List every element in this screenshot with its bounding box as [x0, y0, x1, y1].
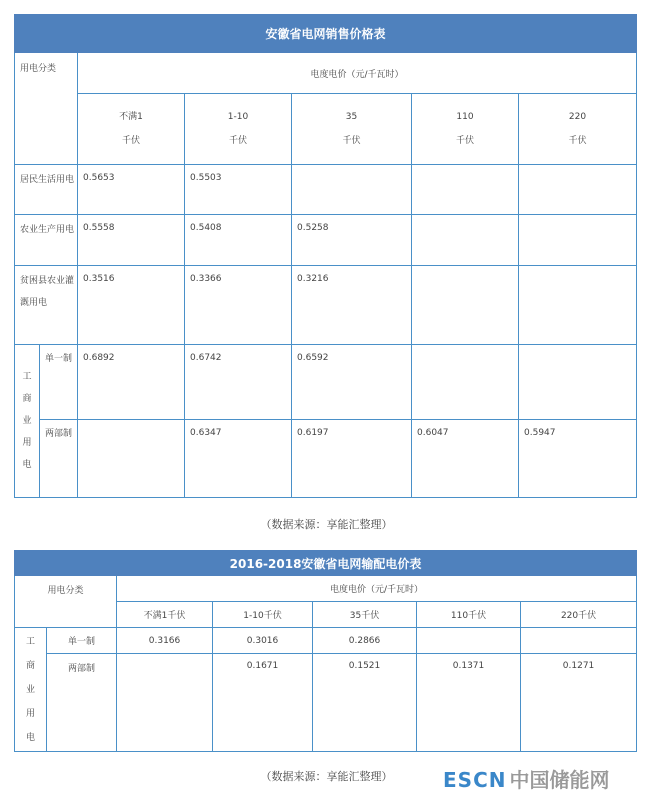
voltage-header-row	[15, 94, 637, 165]
table-row	[15, 215, 637, 266]
voltage-level: 110 千伏	[412, 94, 519, 165]
voltage-level: 不满1 千伏	[78, 94, 185, 165]
two-part-rate-label: 两部制	[47, 654, 117, 752]
table-row	[15, 420, 637, 498]
table-title: 安徽省电网销售价格表	[15, 15, 637, 53]
data-source-note: （数据来源：享能汇整理）	[260, 518, 393, 531]
price-header: 电度电价（元/千瓦时）	[117, 576, 637, 602]
price-header: 电度电价（元/千瓦时）	[78, 53, 637, 94]
price-cell: 0.5558	[78, 215, 185, 266]
sales-price-table	[14, 14, 637, 498]
price-cell: 0.5258	[292, 215, 412, 266]
table-row	[15, 628, 637, 654]
price-cell: 0.6592	[292, 345, 412, 420]
table-row	[15, 165, 637, 215]
voltage-level: 220 千伏	[519, 94, 637, 165]
voltage-level: 不满1千伏	[117, 602, 213, 628]
price-cell	[519, 165, 637, 215]
logo-latin: ESCN	[443, 768, 507, 792]
price-cell	[117, 654, 213, 752]
price-cell: 0.6892	[78, 345, 185, 420]
price-cell: 0.5947	[519, 420, 637, 498]
price-cell: 0.6047	[412, 420, 519, 498]
price-cell: 0.3366	[185, 266, 292, 345]
category-header: 用电分类	[15, 53, 78, 165]
voltage-level: 1-10千伏	[213, 602, 313, 628]
price-cell	[519, 266, 637, 345]
transmission-price-table	[14, 550, 637, 752]
table-row	[15, 345, 637, 420]
price-cell	[412, 266, 519, 345]
price-cell: 0.5408	[185, 215, 292, 266]
price-cell: 0.1671	[213, 654, 313, 752]
price-cell: 0.3166	[117, 628, 213, 654]
row-label: 居民生活用电	[15, 165, 78, 215]
price-cell: 0.1271	[521, 654, 637, 752]
price-cell	[417, 628, 521, 654]
price-cell	[412, 215, 519, 266]
data-source-note: （数据来源：享能汇整理）	[260, 770, 393, 783]
price-cell	[292, 165, 412, 215]
two-part-rate-label: 两部制	[40, 420, 78, 498]
industrial-label: 工 商 业 用 电	[15, 345, 40, 498]
price-cell	[521, 628, 637, 654]
price-cell: 0.6742	[185, 345, 292, 420]
price-cell	[78, 420, 185, 498]
voltage-level: 110千伏	[417, 602, 521, 628]
price-cell: 0.1371	[417, 654, 521, 752]
price-cell: 0.2866	[313, 628, 417, 654]
voltage-level: 1-10 千伏	[185, 94, 292, 165]
single-rate-label: 单一制	[47, 628, 117, 654]
voltage-level: 35千伏	[313, 602, 417, 628]
escn-watermark-logo	[443, 764, 609, 793]
single-rate-label: 单一制	[40, 345, 78, 420]
price-cell: 0.3016	[213, 628, 313, 654]
logo-chinese: 中国储能网	[509, 768, 610, 792]
price-cell: 0.3216	[292, 266, 412, 345]
table-row	[15, 654, 637, 752]
voltage-level: 220千伏	[521, 602, 637, 628]
voltage-level: 35 千伏	[292, 94, 412, 165]
price-cell	[412, 345, 519, 420]
category-header: 用电分类	[15, 576, 117, 628]
price-cell: 0.1521	[313, 654, 417, 752]
row-label: 贫困县农业灌溉用电	[15, 266, 78, 345]
table-title: 2016-2018安徽省电网输配电价表	[15, 551, 637, 576]
price-cell: 0.6197	[292, 420, 412, 498]
price-cell	[519, 345, 637, 420]
row-label: 农业生产用电	[15, 215, 78, 266]
industrial-label: 工 商 业 用 电	[15, 628, 47, 752]
price-cell	[412, 165, 519, 215]
price-cell: 0.5503	[185, 165, 292, 215]
price-cell: 0.6347	[185, 420, 292, 498]
price-cell	[519, 215, 637, 266]
table-row	[15, 266, 637, 345]
price-cell: 0.3516	[78, 266, 185, 345]
price-cell: 0.5653	[78, 165, 185, 215]
